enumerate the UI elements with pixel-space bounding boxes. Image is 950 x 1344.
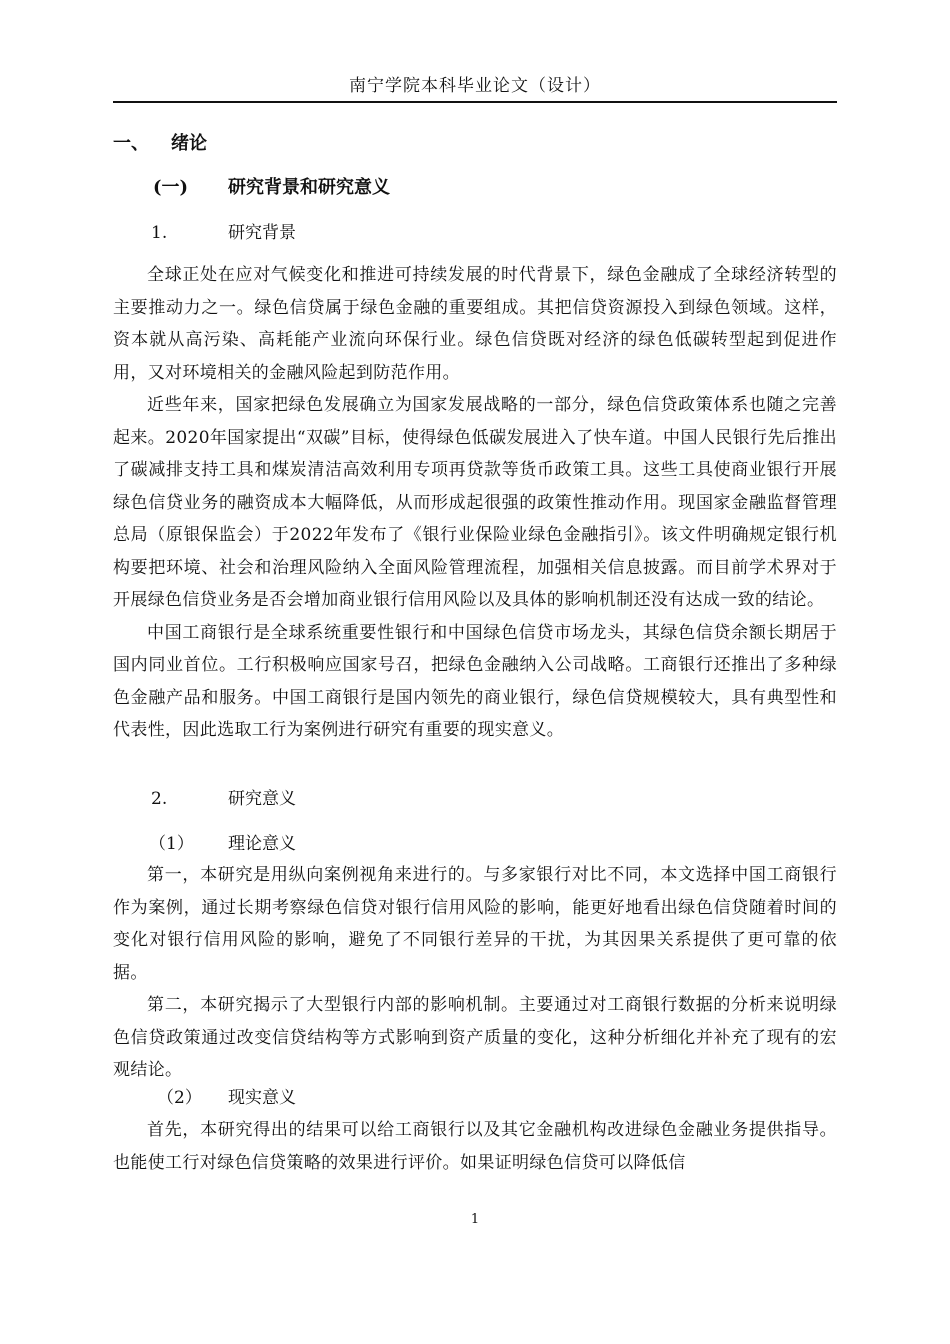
page-header-title: 南宁学院本科毕业论文（设计） [349, 76, 601, 96]
subheading-practical-significance [113, 1085, 837, 1111]
subheading-theoretical-significance [113, 831, 837, 857]
subheading-title: 研究意义 [228, 789, 296, 809]
page-number: 1 [470, 1212, 480, 1227]
subheading-title: 现实意义 [228, 1088, 296, 1108]
background-paragraphs [113, 259, 837, 747]
practice-paragraphs [113, 1114, 837, 1180]
subsection-number: (一) [153, 177, 189, 198]
header-rule [113, 101, 837, 103]
paragraph: 近些年来，国家把绿色发展确立为国家发展战略的一部分，绿色信贷政策体系也随之完善起来。2020年国家提出“双碳”目标，使得绿色低碳发展进入了快车道。中国人民银行先后推出了碳减排支持工具和煤炭清洁高效利用专项再贷款等货币政策工具。这些工具使商业银行开展绿色信贷业务的融资成本大幅降低，从而形成起很强的政策性推动作用。现国家金融监督管理总局（原银保监会）于2022年发布了《银行业保险业绿色金融指引》。该文件明确规定银行机构要把环境、社会和治理风险纳入全面风险管理流程，加强相关信息披露。而目前学术界对于开展绿色信贷业务是否会增加商业银行信用风险以及具体的影响机制还没有达成一致的结论。 [113, 395, 837, 610]
paragraph: 第一，本研究是用纵向案例视角来进行的。与多家银行对比不同，本文选择中国工商银行作为案例，通过长期考察绿色信贷对银行信用风险的影响，能更好地看出绿色信贷随着时间的变化对银行信用风险的影响，避免了不同银行差异的干扰，为其因果关系提供了更可靠的依据。 [113, 865, 837, 983]
subheading-research-significance [113, 786, 837, 812]
paragraph: 第二，本研究揭示了大型银行内部的影响机制。主要通过对工商银行数据的分析来说明绿色信贷政策通过改变信贷结构等方式影响到资产质量的变化，这种分析细化并补充了现有的宏观结论。 [113, 995, 837, 1080]
subheading-number: （1） [149, 834, 194, 854]
subheading-number: 1. [151, 223, 168, 243]
subsection-title: 研究背景和研究意义 [228, 177, 390, 198]
section-title: 绪论 [171, 133, 207, 154]
section-heading-1 [113, 131, 837, 157]
subheading-number: 2. [151, 789, 168, 809]
paragraph: 全球正处在应对气候变化和推进可持续发展的时代背景下，绿色金融成了全球经济转型的主要推动力之一。绿色信贷属于绿色金融的重要组成。其把信贷资源投入到绿色领域。这样，资本就从高污染、高耗能产业流向环保行业。绿色信贷既对经济的绿色低碳转型起到促进作用，又对环境相关的金融风险起到防范作用。 [113, 265, 837, 383]
subheading-number: （2） [157, 1088, 202, 1108]
section-number: 一、 [113, 133, 149, 154]
subsection-heading-1-1 [113, 175, 837, 201]
subheading-research-background [113, 220, 837, 246]
subheading-title: 理论意义 [228, 834, 296, 854]
subheading-title: 研究背景 [228, 223, 296, 243]
theory-paragraphs [113, 859, 837, 1087]
paragraph: 首先，本研究得出的结果可以给工商银行以及其它金融机构改进绿色金融业务提供指导。也能使工行对绿色信贷策略的效果进行评价。如果证明绿色信贷可以降低信 [113, 1120, 837, 1173]
paragraph: 中国工商银行是全球系统重要性银行和中国绿色信贷市场龙头，其绿色信贷余额长期居于国内同业首位。工行积极响应国家号召，把绿色金融纳入公司战略。工商银行还推出了多种绿色金融产品和服务。中国工商银行是国内领先的商业银行，绿色信贷规模较大，具有典型性和代表性，因此选取工行为案例进行研究有重要的现实意义。 [113, 622, 837, 740]
